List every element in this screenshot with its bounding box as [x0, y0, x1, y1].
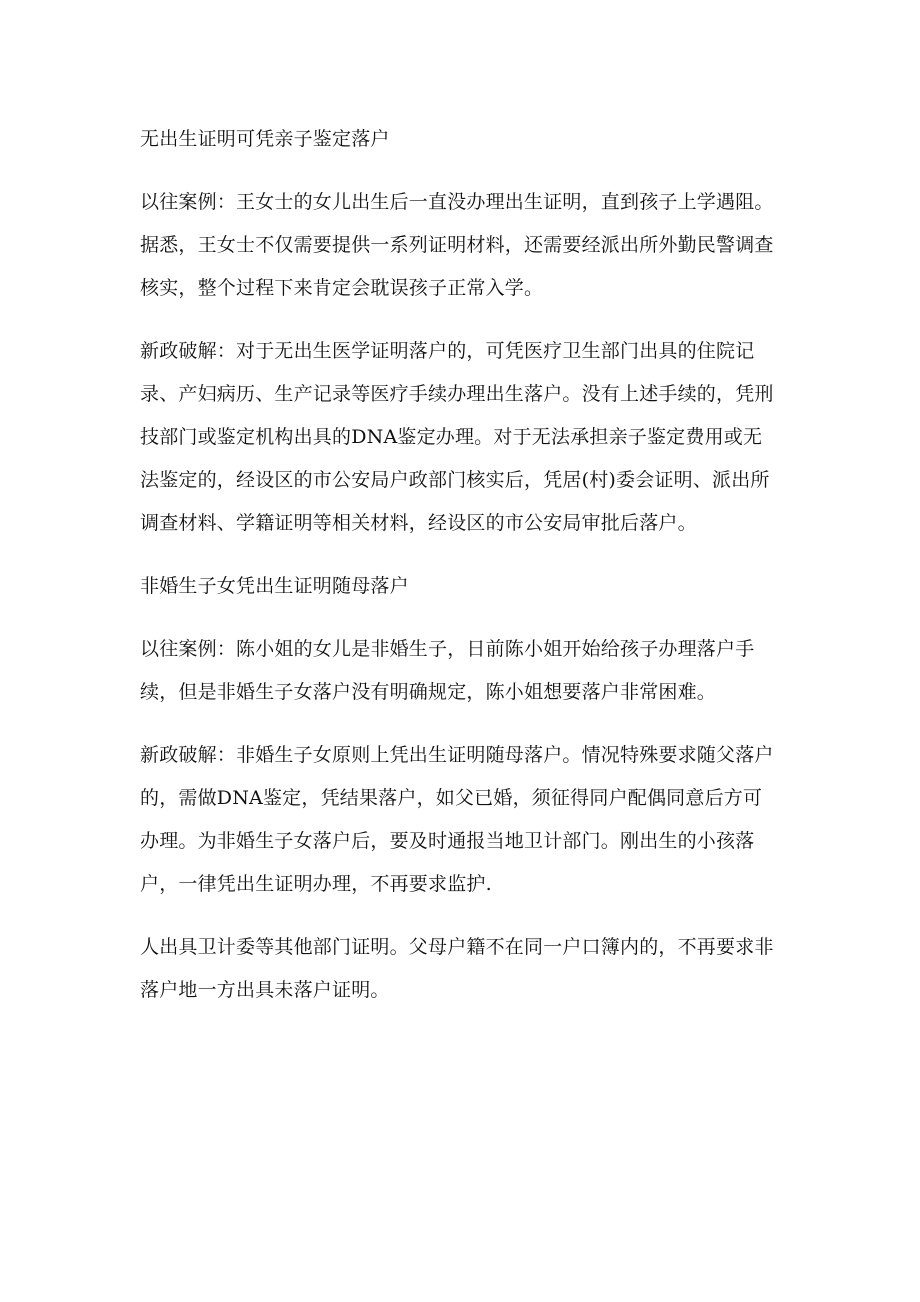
paragraph-new-policy-1: 新政破解：对于无出生医学证明落户的，可凭医疗卫生部门出具的住院记录、产妇病历、生产记录等医疗手续办理出生落户。没有上述手续的，凭刑技部门或鉴定机构出具的DNA鉴定办理。对于无法承担亲子鉴定费用或无法鉴定的，经设区的市公安局户政部门核实后，凭居(村)委会证明、派出所调查材料、学籍证明等相关材料，经设区的市公安局审批后落户。: [140, 340, 774, 534]
section-heading-no-birth-certificate: 无出生证明可凭亲子鉴定落户: [140, 128, 390, 150]
paragraph-continuation: 人出具卫计委等其他部门证明。父母户籍不在同一户口簿内的，不再要求非落户地一方出具未落户证明。: [140, 936, 774, 1001]
paragraph-past-case-1: 以往案例：王女士的女儿出生后一直没办理出生证明，直到孩子上学遇阻。据悉，王女士不仅需要提供一系列证明材料，还需要经派出所外勤民警调查核实，整个过程下来肯定会耽误孩子正常入学。: [140, 191, 774, 299]
document-body: [140, 118, 780, 1032]
section-heading-non-marital-children: 非婚生子女凭出生证明随母落户: [140, 575, 409, 597]
paragraph-past-case-2: 以往案例：陈小姐的女儿是非婚生子，日前陈小姐开始给孩子办理落户手续，但是非婚生子女落户没有明确规定，陈小姐想要落户非常困难。: [140, 638, 755, 703]
paragraph-new-policy-2: 新政破解：非婚生子女原则上凭出生证明随母落户。情况特殊要求随父落户的，需做DNA鉴定，凭结果落户，如父已婚，须征得同户配偶同意后方可办理。为非婚生子女落户后，要及时通报当地卫计部门。刚出生的小孩落户，一律凭出生证明办理，不再要求监护.: [140, 744, 774, 895]
